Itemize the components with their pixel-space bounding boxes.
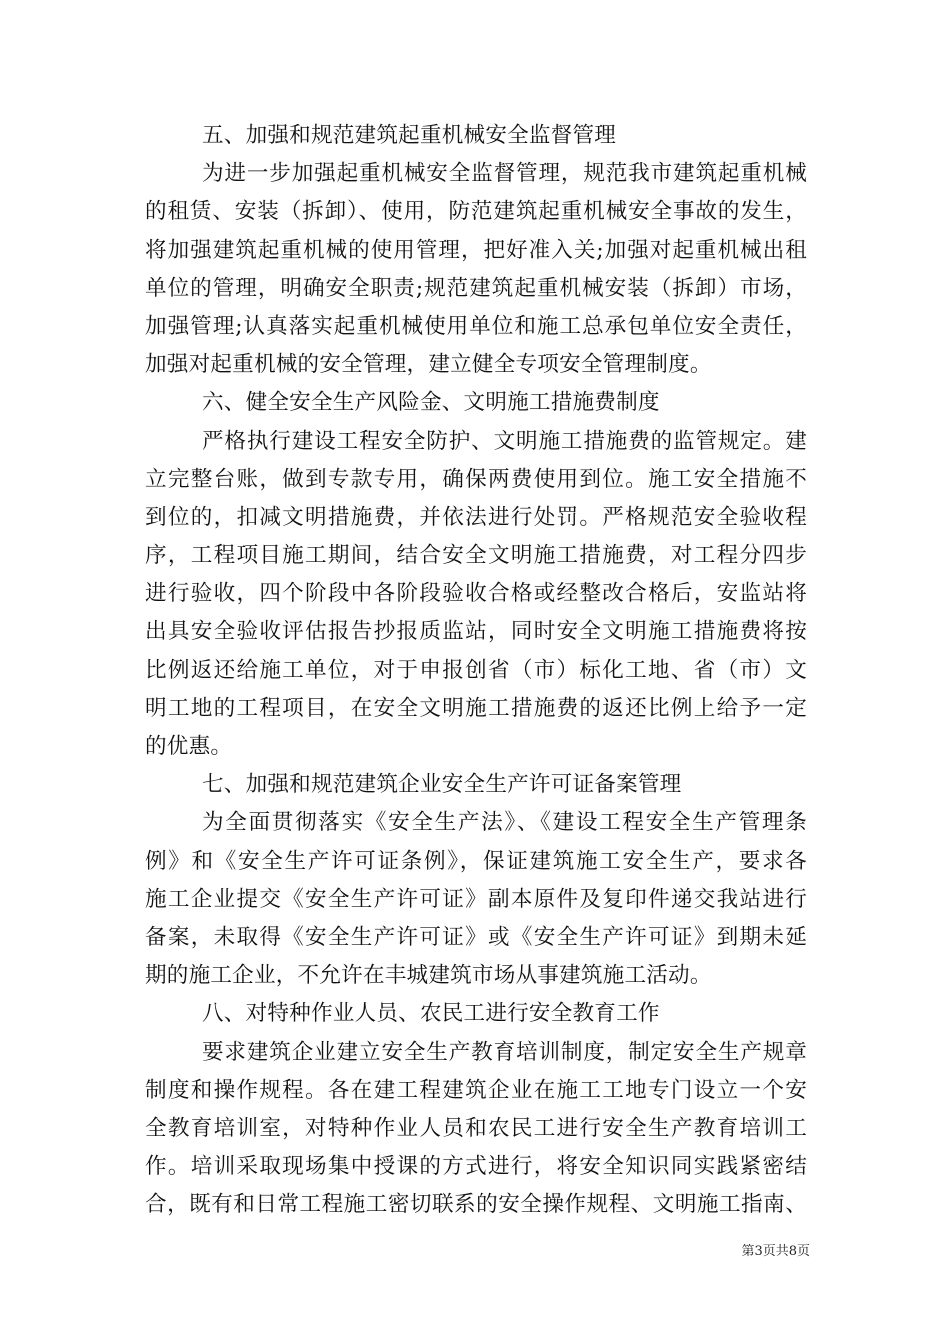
paragraph-line: 立完整台账，做到专款专用，确保两费使用到位。施工安全措施不	[145, 466, 807, 492]
paragraph-line: 到位的，扣减文明措施费，并依法进行处罚。严格规范安全验收程	[145, 504, 807, 530]
page-number: 第3页共8页	[741, 1244, 810, 1259]
paragraph-line: 期的施工企业，不允许在丰城建筑市场从事建筑施工活动。	[145, 963, 712, 989]
paragraph-line: 加强对起重机械的安全管理，建立健全专项安全管理制度。	[145, 352, 712, 378]
paragraph-line: 比例返还给施工单位，对于申报创省（市）标化工地、省（市）文	[145, 657, 807, 683]
paragraph-line: 出具安全验收评估报告抄报质监站，同时安全文明施工措施费将按	[145, 619, 807, 645]
paragraph-first-line: 七、加强和规范建筑企业安全生产许可证备案管理	[202, 772, 682, 798]
paragraph-line: 序，工程项目施工期间，结合安全文明施工措施费，对工程分四步	[145, 543, 807, 569]
paragraph-line: 的租赁、安装（拆卸）、使用，防范建筑起重机械安全事故的发生，	[145, 199, 807, 225]
paragraph-line: 作。培训采取现场集中授课的方式进行，将安全知识同实践紧密结	[145, 1154, 807, 1180]
paragraph-line: 单位的管理，明确安全职责;规范建筑起重机械安装（拆卸）市场，	[145, 275, 807, 301]
paragraph-line: 进行验收，四个阶段中各阶段验收合格或经整改合格后，安监站将	[145, 581, 807, 607]
paragraph-first-line: 要求建筑企业建立安全生产教育培训制度，制定安全生产规章	[202, 1039, 807, 1065]
paragraph-first-line: 严格执行建设工程安全防护、文明施工措施费的监管规定。建	[202, 428, 807, 454]
paragraph-line: 加强管理;认真落实起重机械使用单位和施工总承包单位安全责任，	[145, 313, 807, 339]
paragraph-line: 备案，未取得《安全生产许可证》或《安全生产许可证》到期未延	[145, 924, 807, 950]
paragraph-line: 明工地的工程项目，在安全文明施工措施费的返还比例上给予一定	[145, 695, 807, 721]
paragraph-line: 的优惠。	[145, 734, 233, 759]
paragraph-first-line: 六、健全安全生产风险金、文明施工措施费制度	[202, 390, 660, 416]
paragraph-first-line: 为全面贯彻落实《安全生产法》、《建设工程安全生产管理条	[202, 810, 807, 836]
paragraph-line: 例》和《安全生产许可证条例》，保证建筑施工安全生产，要求各	[145, 848, 807, 874]
paragraph-line: 将加强建筑起重机械的使用管理，把好准入关;加强对起重机械出租	[145, 237, 807, 263]
paragraph-line: 制度和操作规程。各在建工程建筑企业在施工工地专门设立一个安	[145, 1077, 807, 1103]
document-body	[145, 117, 807, 1224]
paragraph-first-line: 五、加强和规范建筑起重机械安全监督管理	[202, 123, 617, 148]
paragraph-line: 施工企业提交《安全生产许可证》副本原件及复印件递交我站进行	[145, 886, 807, 912]
paragraph-first-line: 为进一步加强起重机械安全监督管理，规范我市建筑起重机械	[202, 161, 807, 187]
paragraph-line: 全教育培训室，对特种作业人员和农民工进行安全生产教育培训工	[145, 1115, 807, 1141]
paragraph-line: 合，既有和日常工程施工密切联系的安全操作规程、文明施工指南、	[145, 1192, 807, 1218]
paragraph-first-line: 八、对特种作业人员、农民工进行安全教育工作	[202, 1001, 660, 1027]
